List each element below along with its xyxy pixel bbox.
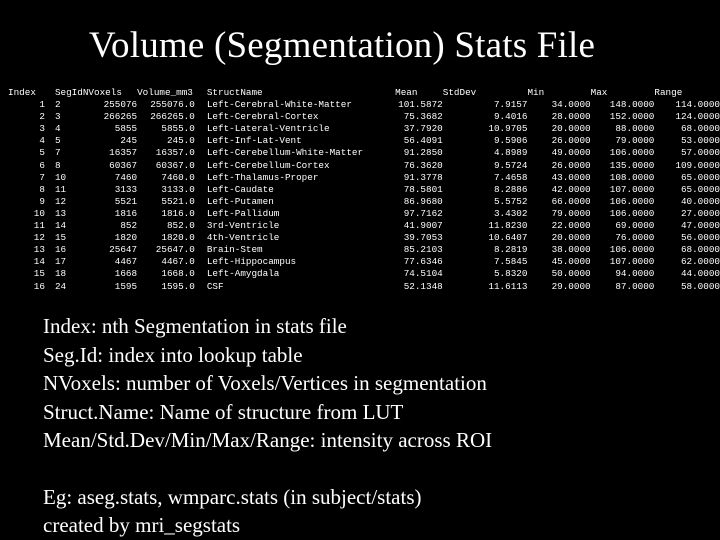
cell-segid: 13 bbox=[54, 207, 67, 219]
cell-range: 68.0000 bbox=[680, 123, 720, 135]
cell-nvoxels: 7460 bbox=[114, 171, 138, 183]
cell-index: 7 bbox=[39, 171, 45, 183]
table-row bbox=[8, 172, 720, 184]
cell-stddev: 11.8230 bbox=[488, 220, 528, 232]
cell-mean: 52.1348 bbox=[403, 280, 443, 292]
cell-segid: 18 bbox=[54, 268, 67, 280]
cell-volume: 245.0 bbox=[166, 135, 195, 147]
cell-volume: 4467.0 bbox=[161, 256, 195, 268]
cell-nvoxels: 16357 bbox=[109, 147, 138, 159]
slide-title: Volume (Segmentation) Stats File bbox=[88, 25, 596, 66]
cell-volume: 255076.0 bbox=[150, 99, 195, 111]
cell-max: 107.0000 bbox=[609, 256, 655, 268]
cell-structname: 3rd-Ventricle bbox=[206, 220, 280, 232]
cell-min: 20.0000 bbox=[551, 123, 591, 135]
cell-max: 107.0000 bbox=[609, 183, 655, 195]
cell-volume: 60367.0 bbox=[155, 159, 195, 171]
cell-volume: 25647.0 bbox=[155, 244, 195, 256]
cell-min: 45.0000 bbox=[551, 256, 591, 268]
cell-structname: Left-Caudate bbox=[206, 183, 274, 195]
cell-structname: Left-Lateral-Ventricle bbox=[206, 123, 330, 135]
cell-segid: 11 bbox=[54, 183, 67, 195]
cell-structname: Brain-Stem bbox=[206, 244, 263, 256]
cell-volume: 1820.0 bbox=[161, 232, 195, 244]
header-stddev: StdDev bbox=[442, 87, 477, 98]
cell-range: 114.0000 bbox=[675, 99, 720, 111]
cell-volume: 3133.0 bbox=[161, 183, 195, 195]
cell-min: 22.0000 bbox=[551, 220, 591, 232]
cell-segid: 5 bbox=[54, 135, 61, 147]
cell-range: 56.0000 bbox=[680, 232, 720, 244]
desc-spacer bbox=[43, 455, 492, 483]
table-row bbox=[8, 256, 720, 268]
cell-stddev: 5.8320 bbox=[493, 268, 528, 280]
cell-range: 27.0000 bbox=[680, 207, 720, 219]
desc-index: Index: nth Segmentation in stats file bbox=[43, 314, 347, 338]
cell-min: 26.0000 bbox=[551, 159, 591, 171]
cell-segid: 24 bbox=[54, 280, 67, 292]
cell-volume: 7460.0 bbox=[161, 171, 195, 183]
cell-index: 12 bbox=[33, 232, 45, 244]
cell-min: 34.0000 bbox=[551, 99, 591, 111]
table-row bbox=[8, 244, 720, 256]
cell-structname: Left-Amygdala bbox=[206, 268, 280, 280]
cell-nvoxels: 245 bbox=[120, 135, 138, 147]
header-nvoxels: NVoxels bbox=[82, 87, 122, 98]
cell-mean: 86.9680 bbox=[403, 195, 443, 207]
cell-stddev: 7.5845 bbox=[493, 256, 528, 268]
cell-min: 26.0000 bbox=[551, 135, 591, 147]
cell-mean: 78.5801 bbox=[403, 183, 443, 195]
cell-nvoxels: 5521 bbox=[114, 195, 138, 207]
cell-range: 124.0000 bbox=[675, 111, 720, 123]
cell-nvoxels: 1668 bbox=[114, 268, 138, 280]
cell-index: 9 bbox=[39, 195, 45, 207]
cell-mean: 77.6346 bbox=[403, 256, 443, 268]
cell-range: 65.0000 bbox=[680, 171, 720, 183]
cell-segid: 17 bbox=[54, 256, 67, 268]
cell-min: 79.0000 bbox=[551, 207, 591, 219]
cell-volume: 1816.0 bbox=[161, 207, 195, 219]
cell-mean: 101.5872 bbox=[398, 99, 443, 111]
cell-mean: 39.7053 bbox=[403, 232, 443, 244]
cell-mean: 41.9007 bbox=[403, 220, 443, 232]
header-mean: Mean bbox=[395, 87, 418, 98]
cell-nvoxels: 3133 bbox=[114, 183, 138, 195]
cell-nvoxels: 25647 bbox=[109, 244, 138, 256]
cell-mean: 37.7920 bbox=[403, 123, 443, 135]
cell-max: 108.0000 bbox=[609, 171, 655, 183]
cell-structname: Left-Putamen bbox=[206, 195, 274, 207]
table-row bbox=[8, 196, 720, 208]
cell-max: 135.0000 bbox=[609, 159, 655, 171]
column-description bbox=[43, 312, 492, 540]
cell-volume: 16357.0 bbox=[155, 147, 195, 159]
cell-volume: 5521.0 bbox=[161, 195, 195, 207]
cell-nvoxels: 1595 bbox=[114, 280, 138, 292]
cell-max: 88.0000 bbox=[615, 123, 655, 135]
cell-volume: 1595.0 bbox=[161, 280, 195, 292]
cell-nvoxels: 255076 bbox=[103, 99, 138, 111]
cell-max: 106.0000 bbox=[609, 147, 655, 159]
cell-range: 62.0000 bbox=[680, 256, 720, 268]
cell-range: 65.0000 bbox=[680, 183, 720, 195]
cell-max: 106.0000 bbox=[609, 195, 655, 207]
cell-min: 42.0000 bbox=[551, 183, 591, 195]
cell-structname: 4th-Ventricle bbox=[206, 232, 280, 244]
cell-index: 5 bbox=[39, 147, 45, 159]
cell-min: 28.0000 bbox=[551, 111, 591, 123]
cell-range: 40.0000 bbox=[680, 195, 720, 207]
cell-max: 79.0000 bbox=[615, 135, 655, 147]
cell-max: 106.0000 bbox=[609, 207, 655, 219]
cell-segid: 12 bbox=[54, 195, 67, 207]
cell-index: 16 bbox=[33, 280, 45, 292]
cell-range: 57.0000 bbox=[680, 147, 720, 159]
cell-max: 94.0000 bbox=[615, 268, 655, 280]
cell-stddev: 4.8989 bbox=[493, 147, 528, 159]
header-segid: SegId bbox=[54, 87, 83, 98]
stats-header-row bbox=[8, 87, 720, 99]
cell-nvoxels: 4467 bbox=[114, 256, 138, 268]
cell-structname: Left-Pallidum bbox=[206, 207, 280, 219]
cell-index: 4 bbox=[39, 135, 45, 147]
table-row bbox=[8, 123, 720, 135]
table-row bbox=[8, 232, 720, 244]
table-row bbox=[8, 160, 720, 172]
cell-segid: 2 bbox=[54, 99, 61, 111]
cell-index: 14 bbox=[33, 256, 45, 268]
stats-table bbox=[8, 87, 720, 293]
desc-nvoxels: NVoxels: number of Voxels/Vertices in segmentation bbox=[43, 371, 487, 395]
cell-index: 8 bbox=[39, 183, 45, 195]
cell-range: 68.0000 bbox=[680, 244, 720, 256]
cell-min: 29.0000 bbox=[551, 280, 591, 292]
cell-min: 50.0000 bbox=[551, 268, 591, 280]
cell-segid: 10 bbox=[54, 171, 67, 183]
cell-max: 148.0000 bbox=[609, 99, 655, 111]
cell-volume: 5855.0 bbox=[161, 123, 195, 135]
desc-created-by: created by mri_segstats bbox=[43, 513, 241, 537]
cell-nvoxels: 60367 bbox=[109, 159, 138, 171]
cell-range: 53.0000 bbox=[680, 135, 720, 147]
cell-nvoxels: 266265 bbox=[103, 111, 138, 123]
cell-min: 43.0000 bbox=[551, 171, 591, 183]
cell-volume: 1668.0 bbox=[161, 268, 195, 280]
cell-stddev: 9.4016 bbox=[493, 111, 528, 123]
cell-structname: Left-Cerebral-Cortex bbox=[206, 111, 319, 123]
cell-index: 2 bbox=[39, 111, 45, 123]
table-row bbox=[8, 111, 720, 123]
cell-mean: 76.3620 bbox=[403, 159, 443, 171]
cell-mean: 91.2850 bbox=[403, 147, 443, 159]
cell-segid: 15 bbox=[54, 232, 67, 244]
cell-min: 38.0000 bbox=[551, 244, 591, 256]
cell-stddev: 9.5906 bbox=[493, 135, 528, 147]
cell-nvoxels: 5855 bbox=[114, 123, 138, 135]
cell-index: 3 bbox=[39, 123, 45, 135]
desc-example: Eg: aseg.stats, wmparc.stats (in subject/stats) bbox=[43, 484, 422, 509]
header-index: Index bbox=[8, 87, 36, 98]
desc-segid: Seg.Id: index into lookup table bbox=[43, 342, 303, 367]
table-row bbox=[8, 268, 720, 280]
cell-max: 152.0000 bbox=[609, 111, 655, 123]
stats-body bbox=[8, 99, 720, 293]
cell-stddev: 8.2886 bbox=[493, 183, 528, 195]
table-row bbox=[8, 99, 720, 111]
cell-mean: 75.3682 bbox=[403, 111, 443, 123]
header-max: Max bbox=[590, 87, 608, 98]
header-structname: StructName bbox=[206, 87, 263, 98]
cell-nvoxels: 1820 bbox=[114, 232, 138, 244]
cell-range: 109.0000 bbox=[675, 159, 720, 171]
cell-stddev: 10.6407 bbox=[488, 232, 528, 244]
cell-stddev: 7.4658 bbox=[493, 171, 528, 183]
cell-max: 76.0000 bbox=[615, 232, 655, 244]
table-row bbox=[8, 135, 720, 147]
desc-structname: Struct.Name: Name of structure from LUT bbox=[43, 399, 404, 424]
cell-max: 106.0000 bbox=[609, 244, 655, 256]
cell-structname: Left-Cerebellum-White-Matter bbox=[206, 147, 364, 159]
cell-structname: Left-Thalamus-Proper bbox=[206, 171, 319, 183]
cell-mean: 85.2103 bbox=[403, 244, 443, 256]
cell-segid: 3 bbox=[54, 111, 61, 123]
cell-max: 69.0000 bbox=[615, 220, 655, 232]
cell-mean: 97.7162 bbox=[403, 207, 443, 219]
header-min: Min bbox=[527, 87, 545, 98]
cell-stddev: 8.2819 bbox=[493, 244, 528, 256]
table-row bbox=[8, 220, 720, 232]
cell-volume: 266265.0 bbox=[150, 111, 195, 123]
cell-min: 20.0000 bbox=[551, 232, 591, 244]
cell-range: 47.0000 bbox=[680, 220, 720, 232]
cell-stddev: 5.5752 bbox=[493, 195, 528, 207]
cell-structname: Left-Hippocampus bbox=[206, 256, 297, 268]
cell-mean: 91.3778 bbox=[403, 171, 443, 183]
cell-index: 15 bbox=[33, 268, 45, 280]
cell-index: 10 bbox=[33, 207, 45, 219]
cell-segid: 7 bbox=[54, 147, 61, 159]
cell-nvoxels: 852 bbox=[120, 220, 138, 232]
cell-segid: 14 bbox=[54, 220, 67, 232]
cell-nvoxels: 1816 bbox=[114, 207, 138, 219]
cell-segid: 16 bbox=[54, 244, 67, 256]
table-row bbox=[8, 147, 720, 159]
cell-min: 66.0000 bbox=[551, 195, 591, 207]
cell-index: 1 bbox=[39, 99, 45, 111]
cell-min: 49.0000 bbox=[551, 147, 591, 159]
cell-stddev: 11.6113 bbox=[488, 280, 528, 292]
cell-stddev: 7.9157 bbox=[493, 99, 528, 111]
cell-stddev: 10.9705 bbox=[488, 123, 528, 135]
cell-index: 6 bbox=[39, 159, 45, 171]
cell-segid: 8 bbox=[54, 159, 61, 171]
cell-max: 87.0000 bbox=[615, 280, 655, 292]
header-volume: Volume_mm3 bbox=[137, 87, 193, 98]
cell-index: 11 bbox=[33, 220, 45, 232]
cell-index: 13 bbox=[33, 244, 45, 256]
cell-range: 44.0000 bbox=[680, 268, 720, 280]
table-row bbox=[8, 281, 720, 293]
cell-volume: 852.0 bbox=[166, 220, 195, 232]
cell-structname: Left-Cerebral-White-Matter bbox=[206, 99, 352, 111]
cell-stddev: 3.4302 bbox=[493, 207, 528, 219]
table-row bbox=[8, 184, 720, 196]
cell-range: 58.0000 bbox=[680, 280, 720, 292]
cell-stddev: 9.5724 bbox=[493, 159, 528, 171]
cell-structname: CSF bbox=[206, 280, 224, 292]
cell-segid: 4 bbox=[54, 123, 61, 135]
table-row bbox=[8, 208, 720, 220]
header-range: Range bbox=[654, 87, 683, 98]
cell-mean: 74.5104 bbox=[403, 268, 443, 280]
cell-structname: Left-Cerebellum-Cortex bbox=[206, 159, 330, 171]
desc-intensity: Mean/Std.Dev/Min/Max/Range: intensity across ROI bbox=[43, 428, 493, 452]
cell-mean: 56.4091 bbox=[403, 135, 443, 147]
cell-structname: Left-Inf-Lat-Vent bbox=[206, 135, 302, 147]
